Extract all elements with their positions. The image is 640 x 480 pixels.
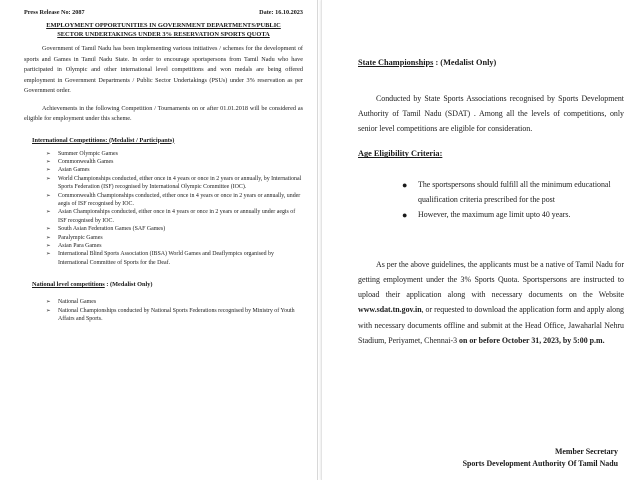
- press-header: [24, 9, 303, 16]
- right-page: [321, 0, 640, 480]
- left-page: [0, 0, 318, 480]
- list-item: ➢ Commonwealth Championships conducted, either once in 4 years or once in 2 years or annually, under aegis of ISF recognised by IOC.: [46, 192, 301, 207]
- arrow-bullet-icon: ➢: [46, 209, 51, 216]
- national-heading: National level competitions: [32, 281, 105, 289]
- dot-bullet-icon: ●: [402, 180, 408, 191]
- list-item: ➢ Asian Para Games: [46, 242, 102, 249]
- signatory-title: Member Secretary: [554, 447, 618, 456]
- press-release-number: Press Release No: 2087: [24, 9, 85, 16]
- signatory-organization: Sports Development Authority Of Tamil Nadu: [462, 459, 618, 468]
- state-paragraph: Conducted by State Sports Associations recognised by Sports Development Authority of Tamil Nadu (SDAT) . Among all the levels of competitions, only senior level competitions are eligible for consideration.: [358, 94, 624, 133]
- press-date: Date: 16.10.2023: [259, 9, 303, 16]
- list-item: ➢ National Championships conducted by National Sports Federations recognised by Ministry of Youth Affairs and Sports.: [46, 307, 295, 322]
- state-heading: State Championships: [358, 58, 434, 67]
- state-heading-row: [358, 52, 624, 70]
- arrow-bullet-icon: ➢: [46, 251, 51, 258]
- intro-paragraph: Government of Tamil Nadu has been implementing various initiatives / schemes for the development of sports and Games in Tamil Nadu State. In order to encourage sportspersons from Tamil Nadu who have participated in Olympic and other international level competitions and won medals are being offered employment in Government Departments / Public Sector Undertakings (PSUs) under 3% reservation as per Government order.: [24, 45, 303, 94]
- website-link[interactable]: www.sdat.tn.gov.in: [358, 305, 422, 315]
- list-item: ● The sportspersons should fulfill all the minimum educational qualification criteria prescribed for the post: [402, 180, 611, 205]
- arrow-bullet-icon: ➢: [46, 226, 51, 233]
- achievements-paragraph: Achievements in the following Competition / Tournaments on or after 01.01.2018 will be considered as eligible for employment under this scheme.: [24, 104, 303, 122]
- national-heading-suffix: : (Medalist Only): [104, 281, 153, 289]
- document-title: [24, 21, 303, 39]
- arrow-bullet-icon: ➢: [46, 192, 51, 199]
- national-list: [24, 298, 303, 323]
- title-line-2: SECTOR UNDERTAKINGS UNDER 3% RESERVATION SPORTS QUOTA: [57, 31, 270, 38]
- list-item: ● However, the maximum age limit upto 40 years.: [402, 208, 624, 223]
- deadline-text: on or before October 31, 2023, by 5:00 p.m.: [459, 335, 605, 345]
- state-heading-suffix: : (Medalist Only): [433, 58, 497, 67]
- list-item: ➢ World Championships conducted, either once in 4 years or once in 2 years or annually, by International Sports Federation (ISF) recognised by International Olympic Committee (IOC).: [46, 175, 302, 191]
- arrow-bullet-icon: ➢: [46, 150, 51, 157]
- list-item: ➢ South Asian Federation Games (SAF Games): [46, 226, 166, 233]
- list-item: ➢ Paralympic Games: [46, 234, 103, 241]
- arrow-bullet-icon: ➢: [46, 299, 51, 306]
- arrow-bullet-icon: ➢: [46, 158, 51, 165]
- international-heading: International Competitions: (Medalist / Participants): [32, 136, 175, 144]
- list-item: ➢ Summer Olympic Games: [46, 150, 118, 157]
- list-item: ➢ Commonwealth Games: [46, 158, 114, 165]
- guidelines-paragraph: As per the above guidelines, the applicants must be a native of Tamil Nadu for getting employment under the 3% Sports Quota. Sportspersons are instructed to upload their application along with necessary documents on the Website www.sdat.tn.gov.in, or requested to download the application form and apply along with necessary documents offline and submit at the Head Office, Jawaharlal Nehru Stadium, Periyamet, Chennai-3 on or before October 31, 2023, by 5:00 p.m.: [358, 259, 624, 345]
- age-list: [358, 178, 624, 222]
- list-item: ➢ Asian Games: [46, 167, 90, 174]
- arrow-bullet-icon: ➢: [46, 307, 51, 314]
- arrow-bullet-icon: ➢: [46, 175, 51, 182]
- list-item: ➢ National Games: [46, 299, 97, 306]
- arrow-bullet-icon: ➢: [46, 234, 51, 241]
- arrow-bullet-icon: ➢: [46, 167, 51, 174]
- list-item: ➢ Asian Championships conducted, either once in 4 years or once in 2 years or annually under aegis of ISF recognised by IOC.: [46, 209, 296, 224]
- international-list: [24, 150, 303, 268]
- dot-bullet-icon: ●: [402, 209, 408, 220]
- title-line-1: EMPLOYMENT OPPORTUNITIES IN GOVERNMENT DEPARTMENTS/PUBLIC: [46, 22, 281, 29]
- national-heading-row: [32, 281, 303, 288]
- signature-block: [463, 446, 618, 470]
- arrow-bullet-icon: ➢: [46, 242, 51, 249]
- list-item: ➢ International Blind Sports Association (IBSA) World Games and Deaflympics organised by International Committee of Sports for the Deaf.: [46, 251, 274, 266]
- age-heading: Age Eligibility Criteria:: [358, 149, 443, 159]
